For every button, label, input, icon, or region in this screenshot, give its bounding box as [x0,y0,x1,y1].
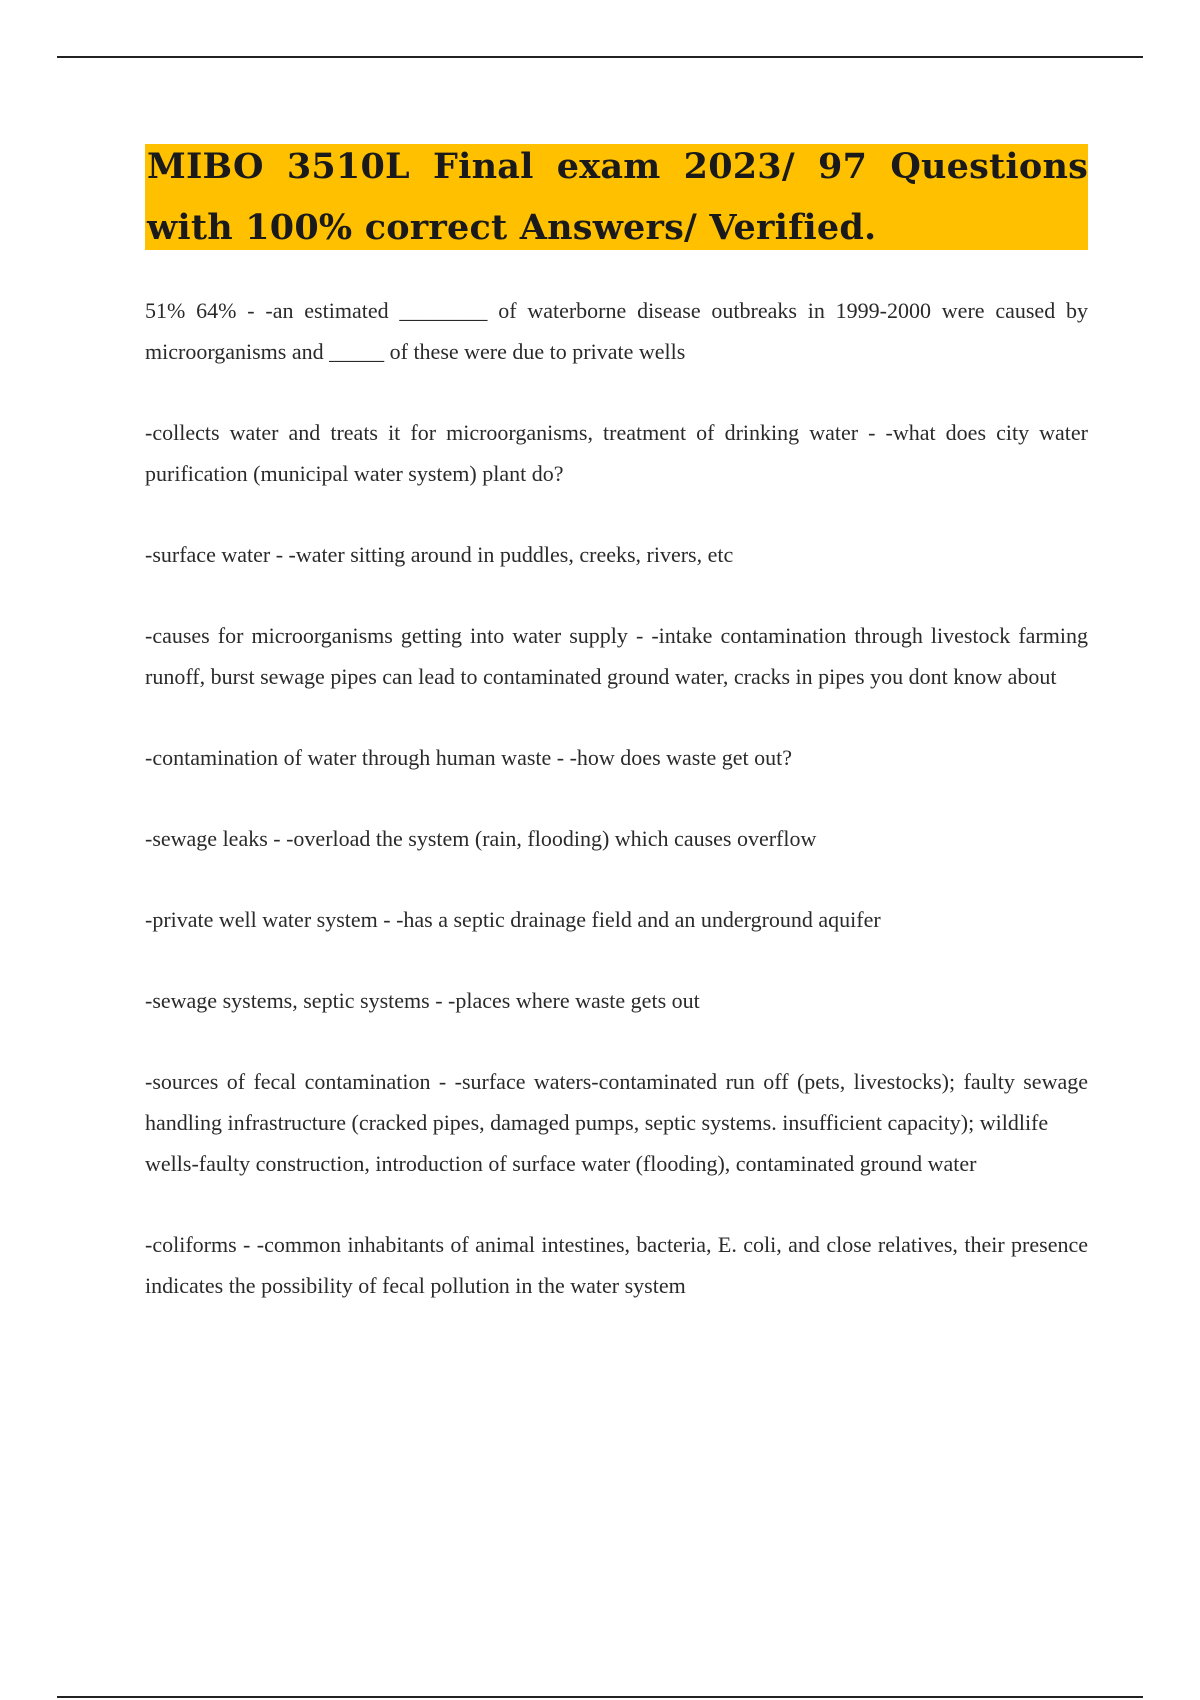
entry-text: -coliforms - -common inhabitants of animal intestines, bacteria, E. coli, and close relatives, their presence indicates the possibility of fecal pollution in the water system [145,1232,1088,1298]
qa-entry [145,290,1088,372]
entry-text: -causes for microorganisms getting into water supply - -intake contamination through livestock farming runoff, burst sewage pipes can lead to contaminated ground water, cracks in pipes you dont know about [145,623,1088,689]
bottom-rule [57,1696,1143,1698]
top-rule [57,56,1143,58]
qa-entry [145,818,1088,859]
entry-text: -sewage systems, septic systems - -places where waste gets out [145,988,700,1013]
entry-text: -surface water - -water sitting around in puddles, creeks, rivers, etc [145,542,734,567]
entry-text: -private well water system - -has a septic drainage field and an underground aquifer [145,907,881,932]
qa-entry [145,899,1088,940]
qa-entry [145,980,1088,1021]
qa-entry [145,534,1088,575]
entry-text: -contamination of water through human waste - -how does waste get out? [145,745,792,770]
title-highlight [145,144,1088,250]
qa-entry [145,737,1088,778]
qa-entry [145,615,1088,697]
entry-text: -collects water and treats it for microorganisms, treatment of drinking water - -what does city water purification (municipal water system) plant do? [145,420,1088,486]
qa-entry [145,1224,1088,1306]
qa-list [145,290,1088,1346]
qa-entry [145,1061,1088,1184]
entry-text: -sources of fecal contamination - -surface waters-contaminated run off (pets, livestocks); faulty sewage handling infrastructure (cracked pipes, damaged pumps, septic systems. insufficient capacity); wildlife [145,1069,1088,1135]
document-title: MIBO 3510L Final exam 2023/ 97 Questions with 100% correct Answers/ Verified. [147,146,1088,248]
entry-text: 51% 64% - -an estimated ________ of waterborne disease outbreaks in 1999-2000 were caused by microorganisms and _____ of these were due to private wells [145,298,1088,364]
qa-entry [145,412,1088,494]
entry-text-continued: wells-faulty construction, introduction of surface water (flooding), contaminated ground water [145,1151,977,1176]
entry-text: -sewage leaks - -overload the system (rain, flooding) which causes overflow [145,826,817,851]
